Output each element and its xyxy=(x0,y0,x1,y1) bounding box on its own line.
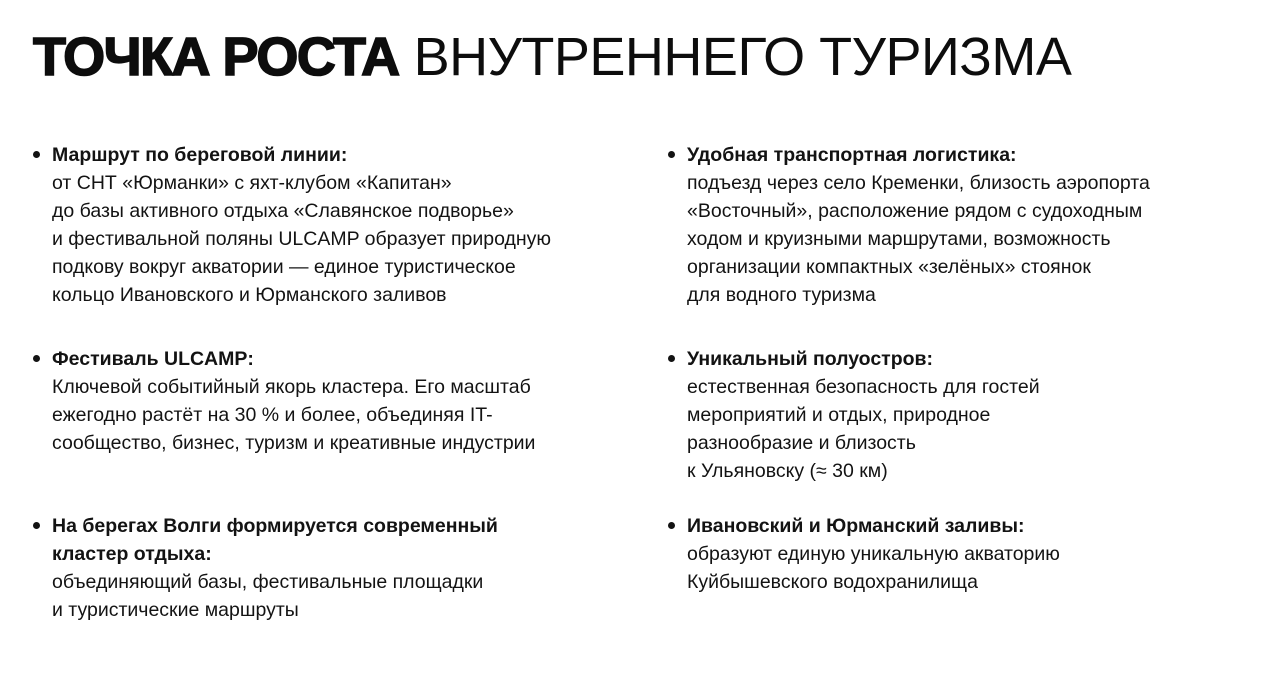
bullet-item xyxy=(33,141,668,309)
body-line: разнообразие и близость xyxy=(687,432,916,454)
bullet-body xyxy=(687,540,1060,596)
body-line: ходом и круизными маршрутами, возможность xyxy=(687,228,1111,250)
bullet-item xyxy=(33,512,668,624)
body-line: образуют единую уникальную акваторию xyxy=(687,543,1060,565)
body-line: и туристические маршруты xyxy=(52,599,299,621)
heading-line: Ивановский и Юрманский заливы: xyxy=(687,515,1025,537)
page-title xyxy=(33,27,1072,87)
bullet-heading xyxy=(687,141,1150,169)
body-line: ежегодно растёт на 30 % и более, объединяя IT- xyxy=(52,404,493,426)
body-line: и фестивальной поляны ULCAMP образует природную xyxy=(52,228,552,250)
body-line: организации компактных «зелёных» стоянок xyxy=(687,256,1091,278)
body-line: подкову вокруг акватории — единое туристическое xyxy=(52,256,516,278)
bullet-text xyxy=(687,512,1060,596)
bullet-heading xyxy=(52,512,498,568)
bullet-text xyxy=(52,512,498,624)
bullet-icon xyxy=(33,355,40,362)
bullet-item xyxy=(668,512,1250,596)
body-line: до базы активного отдыха «Славянское подворье» xyxy=(52,200,514,222)
body-line: от СНТ «Юрманки» с яхт-клубом «Капитан» xyxy=(52,172,452,194)
bullet-icon xyxy=(668,522,675,529)
bullet-heading xyxy=(52,141,551,169)
bullet-heading xyxy=(687,345,1040,373)
bullet-text xyxy=(52,141,551,309)
heading-line: кластер отдыха: xyxy=(52,543,212,565)
body-line: мероприятий и отдых, природное xyxy=(687,404,991,426)
body-line: подъезд через село Кременки, близость аэропорта xyxy=(687,172,1150,194)
body-line: Ключевой событийный якорь кластера. Его масштаб xyxy=(52,376,531,398)
body-line: для водного туризма xyxy=(687,284,876,306)
bullet-icon xyxy=(668,151,675,158)
heading-line: На берегах Волги формируется современный xyxy=(52,515,498,537)
bullet-text xyxy=(687,141,1150,309)
heading-line: Удобная транспортная логистика: xyxy=(687,144,1017,166)
bullet-icon xyxy=(33,522,40,529)
body-line: сообщество, бизнес, туризм и креативные индустрии xyxy=(52,432,536,454)
heading-line: Уникальный полуостров: xyxy=(687,348,934,370)
heading-line: Маршрут по береговой линии: xyxy=(52,144,348,166)
bullet-item xyxy=(33,345,668,457)
bullet-body xyxy=(52,568,498,624)
bullet-item xyxy=(668,141,1250,309)
body-line: «Восточный», расположение рядом с судоходным xyxy=(687,200,1143,222)
page-title-bold: ТОЧКА РОСТА xyxy=(33,27,399,87)
bullet-body xyxy=(687,169,1150,309)
bullet-heading xyxy=(687,512,1060,540)
bullet-icon xyxy=(668,355,675,362)
page-title-light: ВНУТРЕННЕГО ТУРИЗМА xyxy=(413,27,1072,87)
body-line: естественная безопасность для гостей xyxy=(687,376,1040,398)
heading-line: Фестиваль ULCAMP: xyxy=(52,348,254,370)
bullet-text xyxy=(687,345,1040,485)
bullet-item xyxy=(668,345,1250,485)
bullet-heading xyxy=(52,345,535,373)
bullet-body xyxy=(52,169,551,309)
bullet-icon xyxy=(33,151,40,158)
content-columns xyxy=(33,141,1250,624)
bullet-body xyxy=(52,373,535,457)
body-line: объединяющий базы, фестивальные площадки xyxy=(52,571,484,593)
bullet-body xyxy=(687,373,1040,485)
body-line: Куйбышевского водохранилища xyxy=(687,571,978,593)
bullet-text xyxy=(52,345,535,457)
body-line: к Ульяновску (≈ 30 км) xyxy=(687,460,888,482)
body-line: кольцо Ивановского и Юрманского заливов xyxy=(52,284,447,306)
